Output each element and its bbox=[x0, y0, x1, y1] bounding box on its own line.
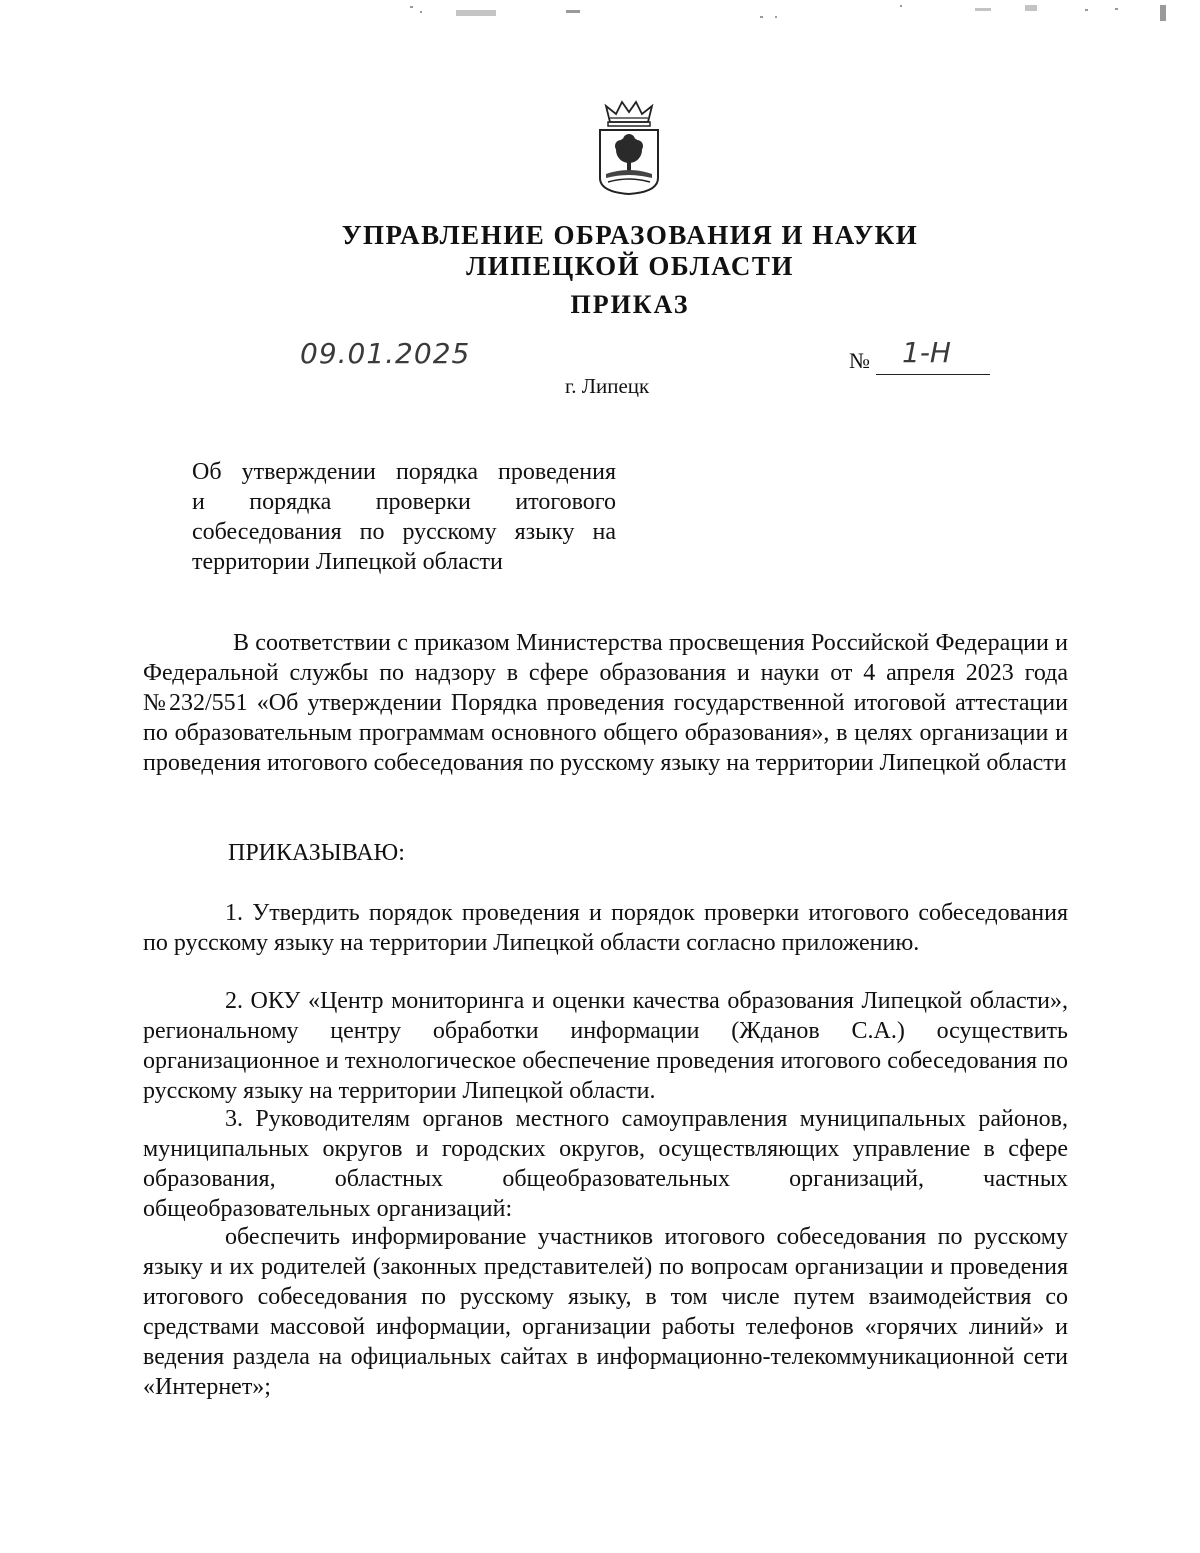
document-number: 1-Н bbox=[902, 336, 951, 369]
subject-line: территории Липецкой области bbox=[192, 549, 503, 575]
subject-line: и порядка проверки итогового bbox=[192, 489, 616, 515]
organization-name-line1: УПРАВЛЕНИЕ ОБРАЗОВАНИЯ И НАУКИ bbox=[341, 220, 919, 250]
document-type: ПРИКАЗ bbox=[570, 290, 690, 319]
number-label: № bbox=[849, 348, 870, 373]
order-item-1: 1. Утвердить порядок проведения и порядок проверки итогового собеседования по русскому языку на территории Липецкой области согласно приложению. bbox=[143, 900, 1068, 956]
document-date: 09.01.2025 bbox=[300, 337, 471, 370]
organization-name-line2: ЛИПЕЦКОЙ ОБЛАСТИ bbox=[466, 251, 794, 281]
document-subject bbox=[192, 457, 616, 577]
order-item-3-subparagraph: обеспечить информирование участников итогового собеседования по русскому языку и их родителей (законных представителей) по вопросам организации и проведения итогового собеседования по русскому языку, в том числе путем взаимодействия со средствами массовой информации, организации работы телефонов «горячих линий» и ведения раздела на официальных сайтах в информационно-телекоммуникационной сети «Интернет»; bbox=[143, 1224, 1068, 1400]
document-city: г. Липецк bbox=[565, 374, 650, 398]
subject-line: собеседования по русскому языку на bbox=[192, 519, 616, 545]
intro-paragraph: В соответствии с приказом Министерства просвещения Российской Федерации и Федеральной службы по надзору в сфере образования и науки от 4 апреля 2023 года №232/551 «Об утверждении Порядка проведения государственной итоговой аттестации по образовательным программам основного общего образования», в целях организации и проведения итогового собеседования по русскому языку на территории Липецкой области bbox=[143, 630, 1068, 776]
order-item-3: 3. Руководителям органов местного самоуправления муниципальных районов, муниципальных округов и городских округов, осуществляющих управление в сфере образования, областных общеобразовательных организаций, частных общеобразовательных организаций: bbox=[143, 1106, 1068, 1222]
order-word: ПРИКАЗЫВАЮ: bbox=[228, 840, 405, 866]
coat-of-arms-icon bbox=[596, 100, 662, 196]
number-underline bbox=[876, 374, 990, 375]
scan-noise bbox=[0, 2, 1200, 24]
order-item-2: 2. ОКУ «Центр мониторинга и оценки качества образования Липецкой области», региональному центру обработки информации (Жданов С.А.) осуществить организационное и технологическое обеспечение проведения итогового собеседования по русскому языку на территории Липецкой области. bbox=[143, 988, 1068, 1104]
subject-line: Об утверждении порядка проведения bbox=[192, 459, 616, 485]
